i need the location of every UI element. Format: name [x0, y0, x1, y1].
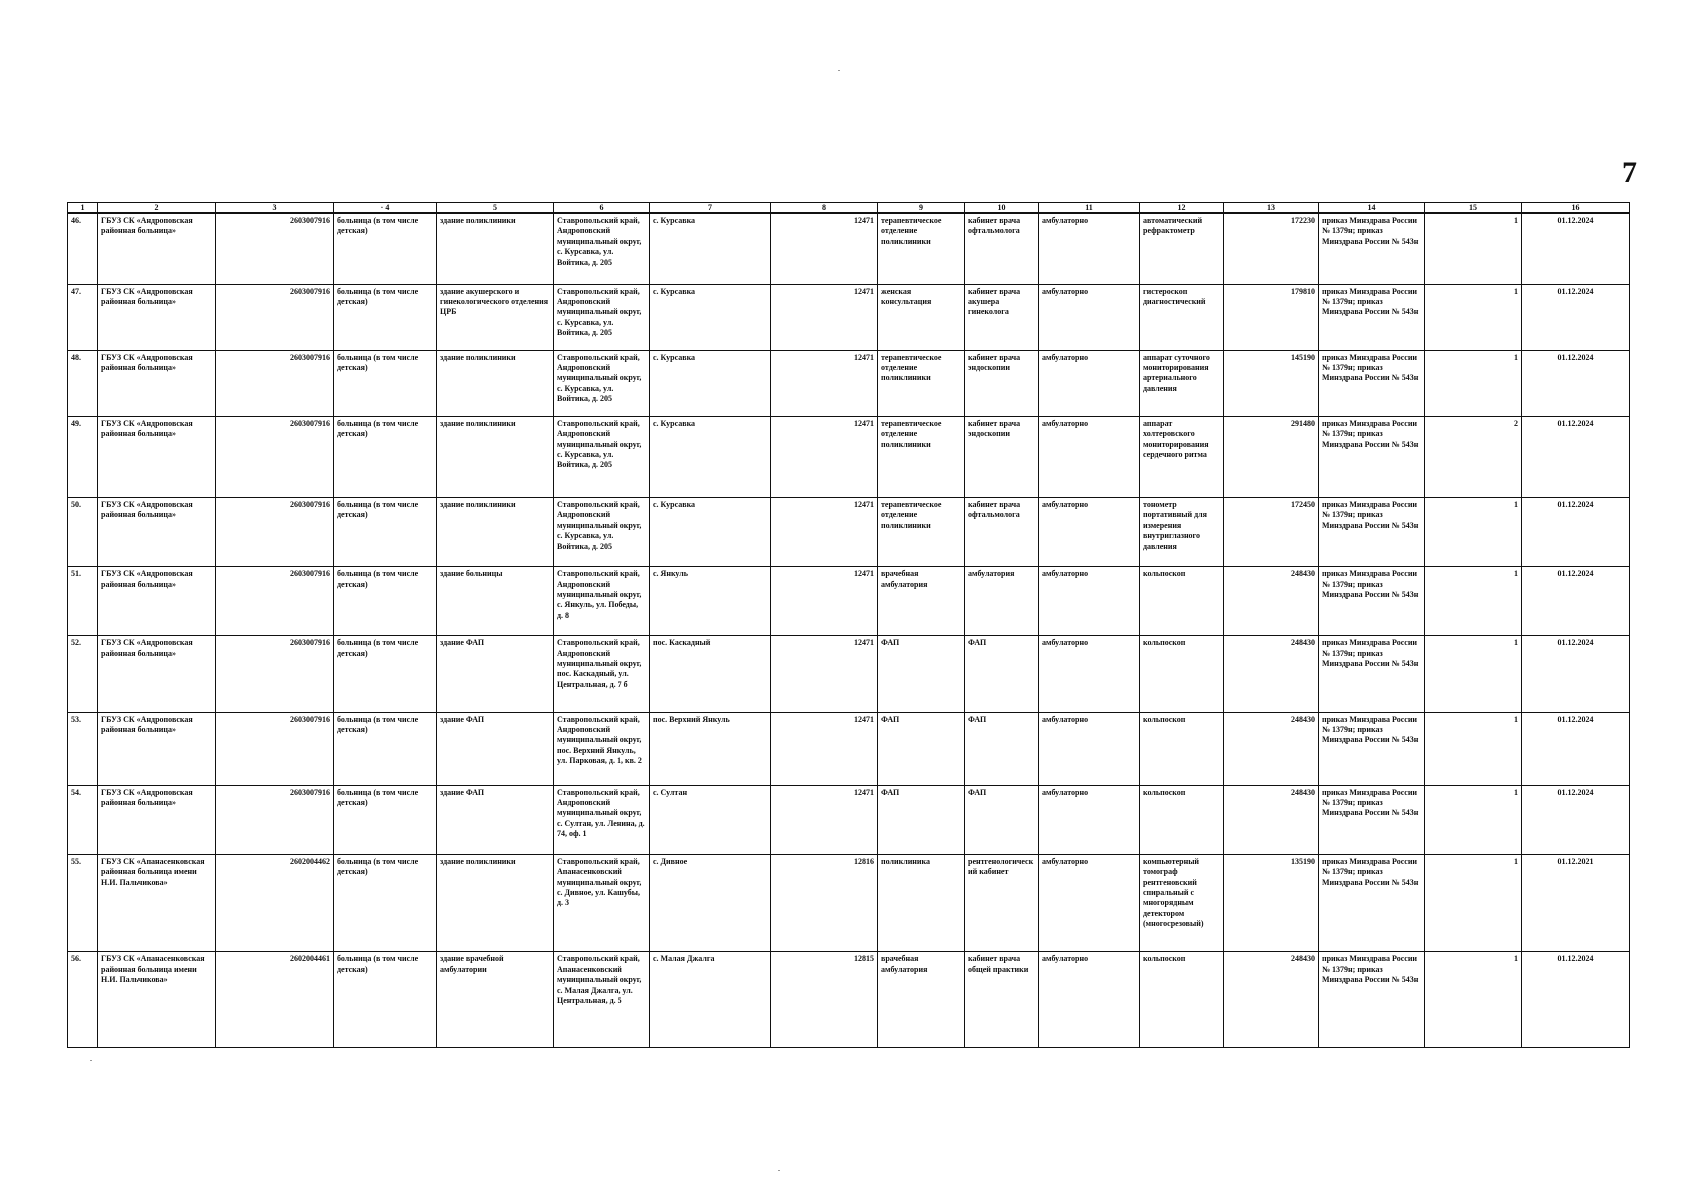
address-cell: Ставропольский край, Андроповский муниципальный округ, с. Султан, ул. Ленина, д. 74, оф. 1: [554, 785, 650, 854]
column-header: 6: [554, 203, 650, 214]
room-cell: кабинет врача эндоскопии: [965, 416, 1039, 497]
equipment-cell: гистероскоп диагностический: [1140, 284, 1224, 350]
equipment-table: [67, 202, 1630, 1048]
organization-cell: ГБУЗ СК «Андроповская районная больница»: [98, 636, 216, 712]
quantity-cell: 1: [1425, 952, 1522, 1048]
room-cell: ФАП: [965, 712, 1039, 785]
column-header: 16: [1522, 203, 1630, 214]
price-cell: 248430: [1224, 785, 1319, 854]
quantity-cell: 1: [1425, 284, 1522, 350]
organization-cell: ГБУЗ СК «Андроповская районная больница»: [98, 350, 216, 416]
address-cell: Ставропольский край, Андроповский муниципальный округ, с. Курсавка, ул. Войтика, д. 205: [554, 284, 650, 350]
table-row: [68, 416, 1630, 497]
quantity-cell: 1: [1425, 213, 1522, 284]
order-cell: приказ Минздрава России № 1379н; приказ Минздрава России № 543н: [1319, 952, 1425, 1048]
equipment-cell: кольпоскоп: [1140, 567, 1224, 636]
table-row: [68, 785, 1630, 854]
building-cell: здание ФАП: [437, 785, 554, 854]
room-cell: рентгенологический кабинет: [965, 854, 1039, 952]
unit-cell: врачебная амбулатория: [878, 567, 965, 636]
quantity-cell: 1: [1425, 636, 1522, 712]
order-cell: приказ Минздрава России № 1379н; приказ Минздрава России № 543н: [1319, 712, 1425, 785]
building-cell: здание поликлиники: [437, 416, 554, 497]
code-cell: 12471: [771, 350, 878, 416]
order-cell: приказ Минздрава России № 1379н; приказ Минздрава России № 543н: [1319, 854, 1425, 952]
row-number: 53.: [68, 712, 98, 785]
organization-cell: ГБУЗ СК «Андроповская районная больница»: [98, 567, 216, 636]
equipment-cell: кольпоскоп: [1140, 952, 1224, 1048]
facility-type-cell: больница (в том числе детская): [334, 854, 437, 952]
inn-cell: 2603007916: [216, 213, 334, 284]
date-cell: 01.12.2024: [1522, 498, 1630, 567]
row-number: 55.: [68, 854, 98, 952]
code-cell: 12471: [771, 498, 878, 567]
code-cell: 12816: [771, 854, 878, 952]
locality-cell: с. Малая Джалга: [650, 952, 771, 1048]
inn-cell: 2603007916: [216, 416, 334, 497]
facility-type-cell: больница (в том числе детская): [334, 213, 437, 284]
locality-cell: с. Курсавка: [650, 284, 771, 350]
inn-cell: 2602004461: [216, 952, 334, 1048]
column-header: 12: [1140, 203, 1224, 214]
scan-speck: [90, 1060, 92, 1061]
row-number: 54.: [68, 785, 98, 854]
facility-type-cell: больница (в том числе детская): [334, 785, 437, 854]
inn-cell: 2603007916: [216, 567, 334, 636]
code-cell: 12471: [771, 785, 878, 854]
column-header: 1: [68, 203, 98, 214]
quantity-cell: 1: [1425, 854, 1522, 952]
code-cell: 12471: [771, 636, 878, 712]
date-cell: 01.12.2024: [1522, 567, 1630, 636]
quantity-cell: 2: [1425, 416, 1522, 497]
table-row: [68, 567, 1630, 636]
organization-cell: ГБУЗ СК «Андроповская районная больница»: [98, 498, 216, 567]
price-cell: 179810: [1224, 284, 1319, 350]
address-cell: Ставропольский край, Андроповский муниципальный округ, с. Курсавка, ул. Войтика, д. 205: [554, 498, 650, 567]
organization-cell: ГБУЗ СК «Андроповская районная больница»: [98, 416, 216, 497]
unit-cell: терапевтическое отделение поликлиники: [878, 416, 965, 497]
room-cell: амбулатория: [965, 567, 1039, 636]
address-cell: Ставропольский край, Апанасенковский муниципальный округ, с. Малая Джалга, ул. Центральная, д. 5: [554, 952, 650, 1048]
inn-cell: 2603007916: [216, 350, 334, 416]
organization-cell: ГБУЗ СК «Андроповская районная больница»: [98, 712, 216, 785]
unit-cell: женская консультация: [878, 284, 965, 350]
table-row: [68, 952, 1630, 1048]
table-row: [68, 498, 1630, 567]
unit-cell: ФАП: [878, 636, 965, 712]
price-cell: 172450: [1224, 498, 1319, 567]
column-header: 15: [1425, 203, 1522, 214]
address-cell: Ставропольский край, Андроповский муниципальный округ, с. Курсавка, ул. Войтика, д. 205: [554, 416, 650, 497]
building-cell: здание поликлиники: [437, 350, 554, 416]
price-cell: 248430: [1224, 712, 1319, 785]
equipment-cell: аппарат холтеровского мониторирования сердечного ритма: [1140, 416, 1224, 497]
locality-cell: с. Курсавка: [650, 350, 771, 416]
table-row: [68, 854, 1630, 952]
locality-cell: с. Курсавка: [650, 416, 771, 497]
unit-cell: ФАП: [878, 785, 965, 854]
column-header: 14: [1319, 203, 1425, 214]
address-cell: Ставропольский край, Андроповский муниципальный округ, пос. Верхний Янкуль, ул. Парковая, д. 1, кв. 2: [554, 712, 650, 785]
address-cell: Ставропольский край, Андроповский муниципальный округ, пос. Каскадный, ул. Центральная, д. 7 б: [554, 636, 650, 712]
equipment-cell: компьютерный томограф рентгеновский спиральный с многорядным детектором (многосрезовый): [1140, 854, 1224, 952]
room-cell: кабинет врача эндоскопии: [965, 350, 1039, 416]
quantity-cell: 1: [1425, 567, 1522, 636]
order-cell: приказ Минздрава России № 1379н; приказ Минздрава России № 543н: [1319, 416, 1425, 497]
page-number: 7: [1622, 156, 1637, 189]
column-header: · 4: [334, 203, 437, 214]
row-number: 47.: [68, 284, 98, 350]
organization-cell: ГБУЗ СК «Апанасенковская районная больница имени Н.И. Пальчикова»: [98, 952, 216, 1048]
care-mode-cell: амбулаторно: [1039, 213, 1140, 284]
unit-cell: ФАП: [878, 712, 965, 785]
building-cell: здание больницы: [437, 567, 554, 636]
date-cell: 01.12.2024: [1522, 952, 1630, 1048]
address-cell: Ставропольский край, Апанасенковский муниципальный округ, с. Дивное, ул. Кашубы, д. 3: [554, 854, 650, 952]
column-header: 3: [216, 203, 334, 214]
care-mode-cell: амбулаторно: [1039, 567, 1140, 636]
equipment-cell: кольпоскоп: [1140, 785, 1224, 854]
equipment-cell: тонометр портативный для измерения внутриглазного давления: [1140, 498, 1224, 567]
table-row: [68, 712, 1630, 785]
quantity-cell: 1: [1425, 785, 1522, 854]
row-number: 51.: [68, 567, 98, 636]
code-cell: 12471: [771, 712, 878, 785]
facility-type-cell: больница (в том числе детская): [334, 567, 437, 636]
equipment-cell: автоматический рефрактометр: [1140, 213, 1224, 284]
price-cell: 248430: [1224, 952, 1319, 1048]
code-cell: 12471: [771, 213, 878, 284]
inn-cell: 2602004462: [216, 854, 334, 952]
order-cell: приказ Минздрава России № 1379н; приказ Минздрава России № 543н: [1319, 213, 1425, 284]
locality-cell: пос. Каскадный: [650, 636, 771, 712]
price-cell: 248430: [1224, 636, 1319, 712]
row-number: 49.: [68, 416, 98, 497]
row-number: 50.: [68, 498, 98, 567]
care-mode-cell: амбулаторно: [1039, 416, 1140, 497]
price-cell: 145190: [1224, 350, 1319, 416]
building-cell: здание поликлиники: [437, 498, 554, 567]
date-cell: 01.12.2024: [1522, 350, 1630, 416]
room-cell: кабинет врача офтальмолога: [965, 498, 1039, 567]
date-cell: 01.12.2021: [1522, 854, 1630, 952]
facility-type-cell: больница (в том числе детская): [334, 636, 437, 712]
column-header: 5: [437, 203, 554, 214]
locality-cell: с. Курсавка: [650, 498, 771, 567]
organization-cell: ГБУЗ СК «Андроповская районная больница»: [98, 213, 216, 284]
building-cell: здание поликлиники: [437, 854, 554, 952]
date-cell: 01.12.2024: [1522, 416, 1630, 497]
date-cell: 01.12.2024: [1522, 213, 1630, 284]
care-mode-cell: амбулаторно: [1039, 636, 1140, 712]
column-header: 13: [1224, 203, 1319, 214]
quantity-cell: 1: [1425, 712, 1522, 785]
code-cell: 12471: [771, 567, 878, 636]
unit-cell: поликлиника: [878, 854, 965, 952]
order-cell: приказ Минздрава России № 1379н; приказ Минздрава России № 543н: [1319, 284, 1425, 350]
price-cell: 291480: [1224, 416, 1319, 497]
order-cell: приказ Минздрава России № 1379н; приказ Минздрава России № 543н: [1319, 498, 1425, 567]
locality-cell: с. Янкуль: [650, 567, 771, 636]
equipment-cell: кольпоскоп: [1140, 636, 1224, 712]
unit-cell: терапевтическое отделение поликлиники: [878, 498, 965, 567]
facility-type-cell: больница (в том числе детская): [334, 416, 437, 497]
order-cell: приказ Минздрава России № 1379н; приказ Минздрава России № 543н: [1319, 785, 1425, 854]
table-row: [68, 636, 1630, 712]
unit-cell: терапевтическое отделение поликлиники: [878, 213, 965, 284]
address-cell: Ставропольский край, Андроповский муниципальный округ, с. Янкуль, ул. Победы, д. 8: [554, 567, 650, 636]
room-cell: кабинет врача акушера гинеколога: [965, 284, 1039, 350]
inn-cell: 2603007916: [216, 498, 334, 567]
equipment-cell: кольпоскоп: [1140, 712, 1224, 785]
date-cell: 01.12.2024: [1522, 284, 1630, 350]
facility-type-cell: больница (в том числе детская): [334, 498, 437, 567]
room-cell: ФАП: [965, 785, 1039, 854]
care-mode-cell: амбулаторно: [1039, 952, 1140, 1048]
care-mode-cell: амбулаторно: [1039, 854, 1140, 952]
column-header: 2: [98, 203, 216, 214]
room-cell: ФАП: [965, 636, 1039, 712]
table-row: [68, 284, 1630, 350]
code-cell: 12471: [771, 416, 878, 497]
building-cell: здание врачебной амбулатории: [437, 952, 554, 1048]
column-header: 11: [1039, 203, 1140, 214]
locality-cell: с. Дивное: [650, 854, 771, 952]
facility-type-cell: больница (в том числе детская): [334, 712, 437, 785]
price-cell: 135190: [1224, 854, 1319, 952]
unit-cell: терапевтическое отделение поликлиники: [878, 350, 965, 416]
date-cell: 01.12.2024: [1522, 636, 1630, 712]
unit-cell: врачебная амбулатория: [878, 952, 965, 1048]
column-header: 8: [771, 203, 878, 214]
equipment-cell: аппарат суточного мониторирования артериального давления: [1140, 350, 1224, 416]
address-cell: Ставропольский край, Андроповский муниципальный округ, с. Курсавка, ул. Войтика, д. 205: [554, 350, 650, 416]
price-cell: 172230: [1224, 213, 1319, 284]
row-number: 48.: [68, 350, 98, 416]
column-header: 9: [878, 203, 965, 214]
care-mode-cell: амбулаторно: [1039, 785, 1140, 854]
building-cell: здание акушерского и гинекологического отделения ЦРБ: [437, 284, 554, 350]
care-mode-cell: амбулаторно: [1039, 284, 1140, 350]
inn-cell: 2603007916: [216, 284, 334, 350]
order-cell: приказ Минздрава России № 1379н; приказ Минздрава России № 543н: [1319, 350, 1425, 416]
building-cell: здание ФАП: [437, 712, 554, 785]
care-mode-cell: амбулаторно: [1039, 712, 1140, 785]
order-cell: приказ Минздрава России № 1379н; приказ Минздрава России № 543н: [1319, 567, 1425, 636]
column-header: 7: [650, 203, 771, 214]
quantity-cell: 1: [1425, 498, 1522, 567]
header-row: [68, 203, 1630, 214]
inn-cell: 2603007916: [216, 785, 334, 854]
locality-cell: с. Султан: [650, 785, 771, 854]
building-cell: здание ФАП: [437, 636, 554, 712]
room-cell: кабинет врача офтальмолога: [965, 213, 1039, 284]
care-mode-cell: амбулаторно: [1039, 350, 1140, 416]
care-mode-cell: амбулаторно: [1039, 498, 1140, 567]
inn-cell: 2603007916: [216, 636, 334, 712]
table-row: [68, 350, 1630, 416]
row-number: 56.: [68, 952, 98, 1048]
facility-type-cell: больница (в том числе детская): [334, 284, 437, 350]
scan-speck: [838, 70, 840, 71]
quantity-cell: 1: [1425, 350, 1522, 416]
address-cell: Ставропольский край, Андроповский муниципальный округ, с. Курсавка, ул. Войтика, д. 205: [554, 213, 650, 284]
row-number: 46.: [68, 213, 98, 284]
room-cell: кабинет врача общей практики: [965, 952, 1039, 1048]
organization-cell: ГБУЗ СК «Апанасенковская районная больница имени Н.И. Пальчикова»: [98, 854, 216, 952]
organization-cell: ГБУЗ СК «Андроповская районная больница»: [98, 284, 216, 350]
table-row: [68, 213, 1630, 284]
facility-type-cell: больница (в том числе детская): [334, 350, 437, 416]
date-cell: 01.12.2024: [1522, 785, 1630, 854]
locality-cell: с. Курсавка: [650, 213, 771, 284]
building-cell: здание поликлиники: [437, 213, 554, 284]
price-cell: 248430: [1224, 567, 1319, 636]
code-cell: 12471: [771, 284, 878, 350]
locality-cell: пос. Верхний Янкуль: [650, 712, 771, 785]
column-header: 10: [965, 203, 1039, 214]
row-number: 52.: [68, 636, 98, 712]
facility-type-cell: больница (в том числе детская): [334, 952, 437, 1048]
scan-speck: [778, 1170, 780, 1171]
code-cell: 12815: [771, 952, 878, 1048]
order-cell: приказ Минздрава России № 1379н; приказ Минздрава России № 543н: [1319, 636, 1425, 712]
inn-cell: 2603007916: [216, 712, 334, 785]
date-cell: 01.12.2024: [1522, 712, 1630, 785]
organization-cell: ГБУЗ СК «Андроповская районная больница»: [98, 785, 216, 854]
